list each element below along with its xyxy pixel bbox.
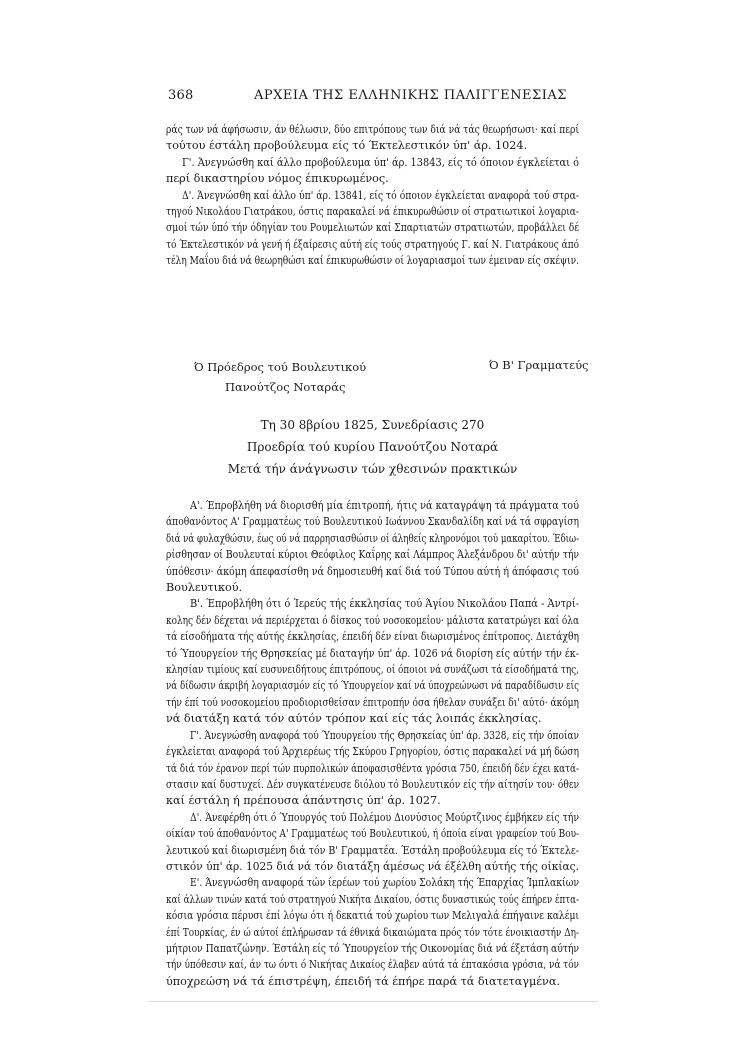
text-line: έπί Τουρκίας, έν ώ αύτοί έπλήρωσαν τά έθνικά δικαιώματα πρός τόν τότε ένοικιαστήν Δη- xyxy=(166,925,580,939)
signature-president-name: Πανούτζος Νοταράς xyxy=(225,380,346,394)
text-line: λευτικού καί διωρισμένη διά τόν Β' Γραμματέα. Έστάλη προβούλευμα είς τό Έκτελε- xyxy=(166,843,579,857)
scan-fold-line xyxy=(148,1001,598,1002)
text-line: Α'. Έπροβλήθη νά διορισθή μία έπιτροπή, ήτις νά καταγράψη τά πράγματα τού xyxy=(190,499,579,512)
session-270-text xyxy=(166,498,579,990)
text-line: κολης δέν δέχεται νά περιέρχεται ό δίσκος τού νοσοκομείου· μάλιστα κατατρώγει καί όλα xyxy=(166,613,580,627)
text-line: κόσια γρόσια πέρυσι έπί λόγω ότι ή δεκατιά τού χωρίου των Μελιγαλά έπήγαινε καλέμι xyxy=(166,909,579,923)
text-line: τό Ύπουργείον τής Θρησκείας μέ διαταγήν ύπ' άρ. 1026 νά διορίση είς αύτήν τήν έκ- xyxy=(166,646,579,660)
text-line: καί άλλων τινών κατά τού στρατηγού Νικήτα Δικαίου, όστις δυναστικώς τούς έπήρεν έπτα- xyxy=(166,892,579,906)
session-after-reading: Μετά τήν άνάγνωσιν τών χθεσινών πρακτικών xyxy=(227,462,518,476)
text-line: Γ'. Άνεγνώσθη αναφορά τού Ύπουργείου τής Θρησκείας ύπ' άρ. 3328, είς τήν όποίαν xyxy=(190,728,580,742)
text-line: άποθανόντος Α' Γραμματέως τού Βουλευτικού Ιωάννου Σκανδαλίδη καί νά τά σφραγίση xyxy=(166,515,579,529)
text-line: τό Έκτελεστικόν νά γενή ή έξαίρεσις αύτή είς τούς στρατηγούς Γ. καί Ν. Γιατράκους άπό xyxy=(166,237,580,251)
text-line: τηγού Νικολάου Γιατράκου, όστις παρακαλεί νά έπικυρωθώσιν οί στρατιωτικοί λογαρια- xyxy=(166,205,579,219)
text-line: καί έστάλη ή πρέπουσα άπάντησις ύπ' άρ. 1027. xyxy=(166,794,441,808)
session-date-heading: Τη 30 8βρίου 1825, Συνεδρίασις 270 xyxy=(260,418,485,432)
signature-president-title: Ό Πρόεδρος τού Βουλευτικού xyxy=(194,360,367,374)
text-line: κλησίαν τιμίους καί ευσυνειδήτους έπιτρόπους, οί όποιοι νά συνάζωσι τά είσοδήματά της, xyxy=(166,663,579,677)
text-line: περί δικαστηρίου νόμος έπικυρωμένος. xyxy=(166,172,389,186)
text-line: τά είσοδήματα τής αύτής έκκλησίας, έπειδή δέν είναι διωρισμένος έπίτροπος. Διετάχθη xyxy=(166,630,580,644)
text-line: τήν ύπόθεσιν καί, άν τω όντι ό Νικήτας Δικαίος έλαβεν αύτά τά έπτακόσια γρόσια, νά τόν xyxy=(166,958,579,972)
text-line: Βουλευτικού. xyxy=(166,581,243,595)
text-line: ρίσθησαν οί Βουλευταί κύριοι Θεόφιλος Καΐρης καί Λάμπρος Άλεξάνδρου δι' αύτήν τήν xyxy=(166,548,580,562)
text-line: Δ'. Άνεγνώσθη καί άλλο ύπ' άρ. 13841, είς τό όποιον έγκλείεται αναφορά τού στρα- xyxy=(182,188,580,202)
text-line: ύποχρεώση νά τά έπιστρέψη, έπειδή τά έπήρε παρά τά διατεταγμένα. xyxy=(166,974,560,988)
text-line: νά δίδωσιν άκριβή λογαριασμόν είς τό Ύπουργείον καί νά ύποχρεώνωσι νά παραδίδωσιν είς xyxy=(166,679,579,693)
session-269-text xyxy=(166,122,579,270)
text-line: τήν έπί τού νοσοκομείου προδιορισθείσαν έπιτροπήν όσα ήθελαν συνάξει δι' αύτό· άκόμη xyxy=(166,695,579,709)
text-line: ύπόθεσιν· άκόμη άπεφασίσθη νά δημοσιευθή καί διά τού Τύπου αύτή ή άπόφασις τού xyxy=(166,564,579,578)
text-line: στασιν καί δυστυχεί. Δέν συγκατένευσε διόλου τό Βουλευτικόν είς τήν αίτησίν του· όθεν xyxy=(166,777,580,791)
text-line: οίκίαν τού άποθανόντος Α' Γραμματέως τού Βουλευτικού, ή όποία είναι γραφείον τού Βου- xyxy=(166,827,579,841)
page-header xyxy=(168,88,575,108)
page-number: 368 xyxy=(168,88,194,103)
text-line: διά νά φυλαχθώσιν, έως ού νά παρρησιασθώσιν οί άληθείς κληρονόμοι τού μακαρίτου. Έδιω- xyxy=(166,531,580,545)
text-line: νά διατάξη κατά τόν αύτόν τρόπον καί είς τάς λοιπάς έκκλησίας. xyxy=(166,712,542,726)
session-presidency: Προεδρία τού κυρίου Πανούτζου Νοταρά xyxy=(246,440,499,454)
running-title: ΑΡΧΕΙΑ ΤΗΣ ΕΛΛΗΝΙΚΗΣ ΠΑΛΙΓΓΕΝΕΣΙΑΣ xyxy=(254,88,567,103)
text-line: τά διά τόν έρανον περί τών πυρπολικών άποφασισθέντα γρόσια 750, έπειδή δέν έχει κατά- xyxy=(166,761,580,775)
text-line: τούτου έστάλη προβούλευμα είς τό Έκτελεστικόν ύπ' άρ. 1024. xyxy=(166,139,528,153)
text-line: Γ'. Άνεγνώσθη καί άλλο προβούλευμα ύπ' άρ. 13843, είς τό όποιον έγκλείεται ό xyxy=(182,155,579,169)
text-line: τέλη Μαΐου διά νά θεωρηθώσι καί έπικυρωθώσιν οί λογαριασμοί των έμειναν είς σκέψιν. xyxy=(166,254,579,268)
text-line: μήτριον Παπατζώνην. Έστάλη είς τό Ύπουργείον τής Οικονομίας διά νά έξετάση αύτήν xyxy=(166,941,580,955)
text-line: στικόν ύπ' άρ. 1025 διά νά τόν διατάξη άμέσως νά έξέλθη αύτής τής οίκίας. xyxy=(166,859,580,873)
text-line: Β'. Έπροβλήθη ότι ό Ίερεύς τής έκκλησίας τού Άγίου Νικολάου Παπά - Άντρί- xyxy=(190,597,580,611)
text-line: Δ'. Άνεφέρθη ότι ό Ύπουργός τού Πολέμου Διονύσιος Μούρτζινος έμβήκεν είς τήν xyxy=(190,810,580,824)
text-line: σμοί τών ύπό τήν όδηγίαν του Ρουμελιωτών καί Σπαρτιατών στρατιωτών, προβάλλει δέ xyxy=(166,221,580,235)
signature-secretary-title: Ό Β' Γραμματεύς xyxy=(489,358,589,372)
text-line: έγκλείεται αναφορά τού Άρχιερέως τής Σκύρου Γρηγορίου, όστις παρακαλεί νά μή δώση xyxy=(166,745,580,759)
text-line: Ε'. Άνεγνώσθη αναφορά τών ίερέων τού χωρίου Σολάκη τής Έπαρχίας Ίμπλακίων xyxy=(190,876,579,890)
text-line: ράς των νά άφήσωσιν, άν θέλωσιν, δύο επιτρόπους των διά νά τάς θεωρήσωσι· καί περί xyxy=(166,123,580,136)
